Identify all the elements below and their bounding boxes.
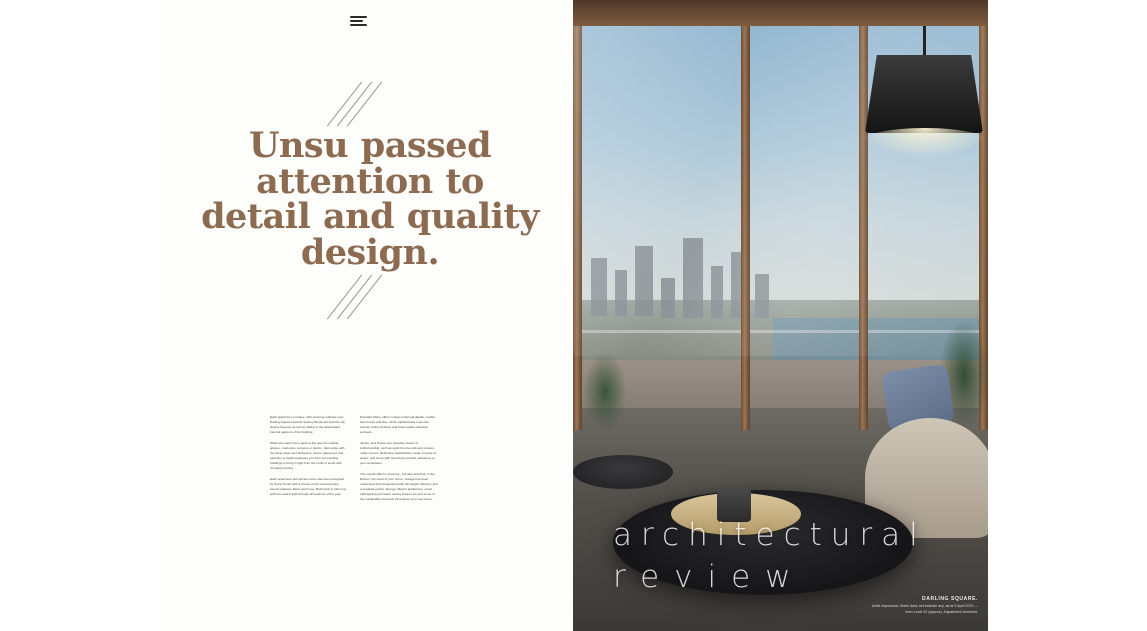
paragraph: Dramatic Metro offers contrast charcoal details, marble bench tops and tiles, while sophisticated Luxe has warmer timber finishes and brass patina reflective surfaces.	[360, 415, 436, 434]
side-table	[573, 455, 673, 489]
pendant-lamp-icon	[865, 55, 983, 133]
left-margin	[0, 0, 160, 631]
caption-title: DARLING SQUARE.	[922, 596, 978, 603]
body-columns	[270, 415, 462, 508]
page-left	[160, 0, 573, 631]
body-column-2	[360, 415, 438, 508]
balcony-railing	[573, 330, 988, 333]
page-right-photo	[573, 0, 988, 631]
table-vessel	[717, 488, 751, 522]
body-column-1	[270, 415, 348, 508]
page-headline: Unsu passed attention to detail and quality design.	[201, 125, 539, 274]
overlay-title-line-2: review	[613, 558, 806, 595]
paragraph: What sets each home apart is the way the outside spaces - balconies, terraces or decks - harmonise with the living areas and bedrooms. Clever placement and attention to detail separates you from surrounding buildings to bring in light from the north or south with complete privacy.	[270, 441, 345, 470]
decorative-rules-bottom-icon	[338, 275, 382, 320]
publication-logo-icon	[350, 16, 367, 27]
overlay-title-line-1: architectural	[613, 517, 927, 553]
window-mullion	[741, 0, 750, 430]
lamp-glow	[859, 128, 988, 158]
paragraph: Joinery and fixtures are bespoke pieces of craftsmanship, such as rapid bronze pulls and custom-made mirrors. Reflective splashbacks create a sense of space, and stone slab benchtops provide substance to your workspace.	[360, 441, 437, 465]
caption-line: Artist impression, finish does not indicate any, as at 5 April 2019 —	[871, 604, 978, 609]
caption-line: from Level 20 (approx). Adjustment imminent.	[905, 609, 978, 614]
paragraph: Each apartment a unique, with stunning outlooks over Darling Square towards Sydney Boulevard and the city skyline beyond, as well as taking in the landscaped internal gardens of the building.	[270, 415, 345, 434]
potted-plant	[583, 352, 627, 432]
window-mullion	[573, 0, 582, 430]
paragraph: The overall effect is stunning - but also practical. In the kitchen, the heart of your home, storage has been maximised and streamlined with full-height cabinetry and a separate pantry. Energy efficient appliances, smart LED lighting and water saving fixtures are just some of the sustainable elements throughout your new home.	[360, 472, 438, 501]
paragraph: Each apartment and terrace home has been designed by Some Smart with a choice of two contemporary interior palettes, Metro and Luxe. Both work in harmony with the natural light through all seasons of the year.	[270, 477, 347, 496]
lamp-stem	[923, 26, 926, 58]
window-mullion	[859, 0, 868, 430]
window-header-beam	[573, 0, 988, 26]
photo-caption	[872, 596, 978, 615]
decorative-rules-top-icon	[338, 82, 382, 127]
right-margin	[988, 0, 1147, 631]
